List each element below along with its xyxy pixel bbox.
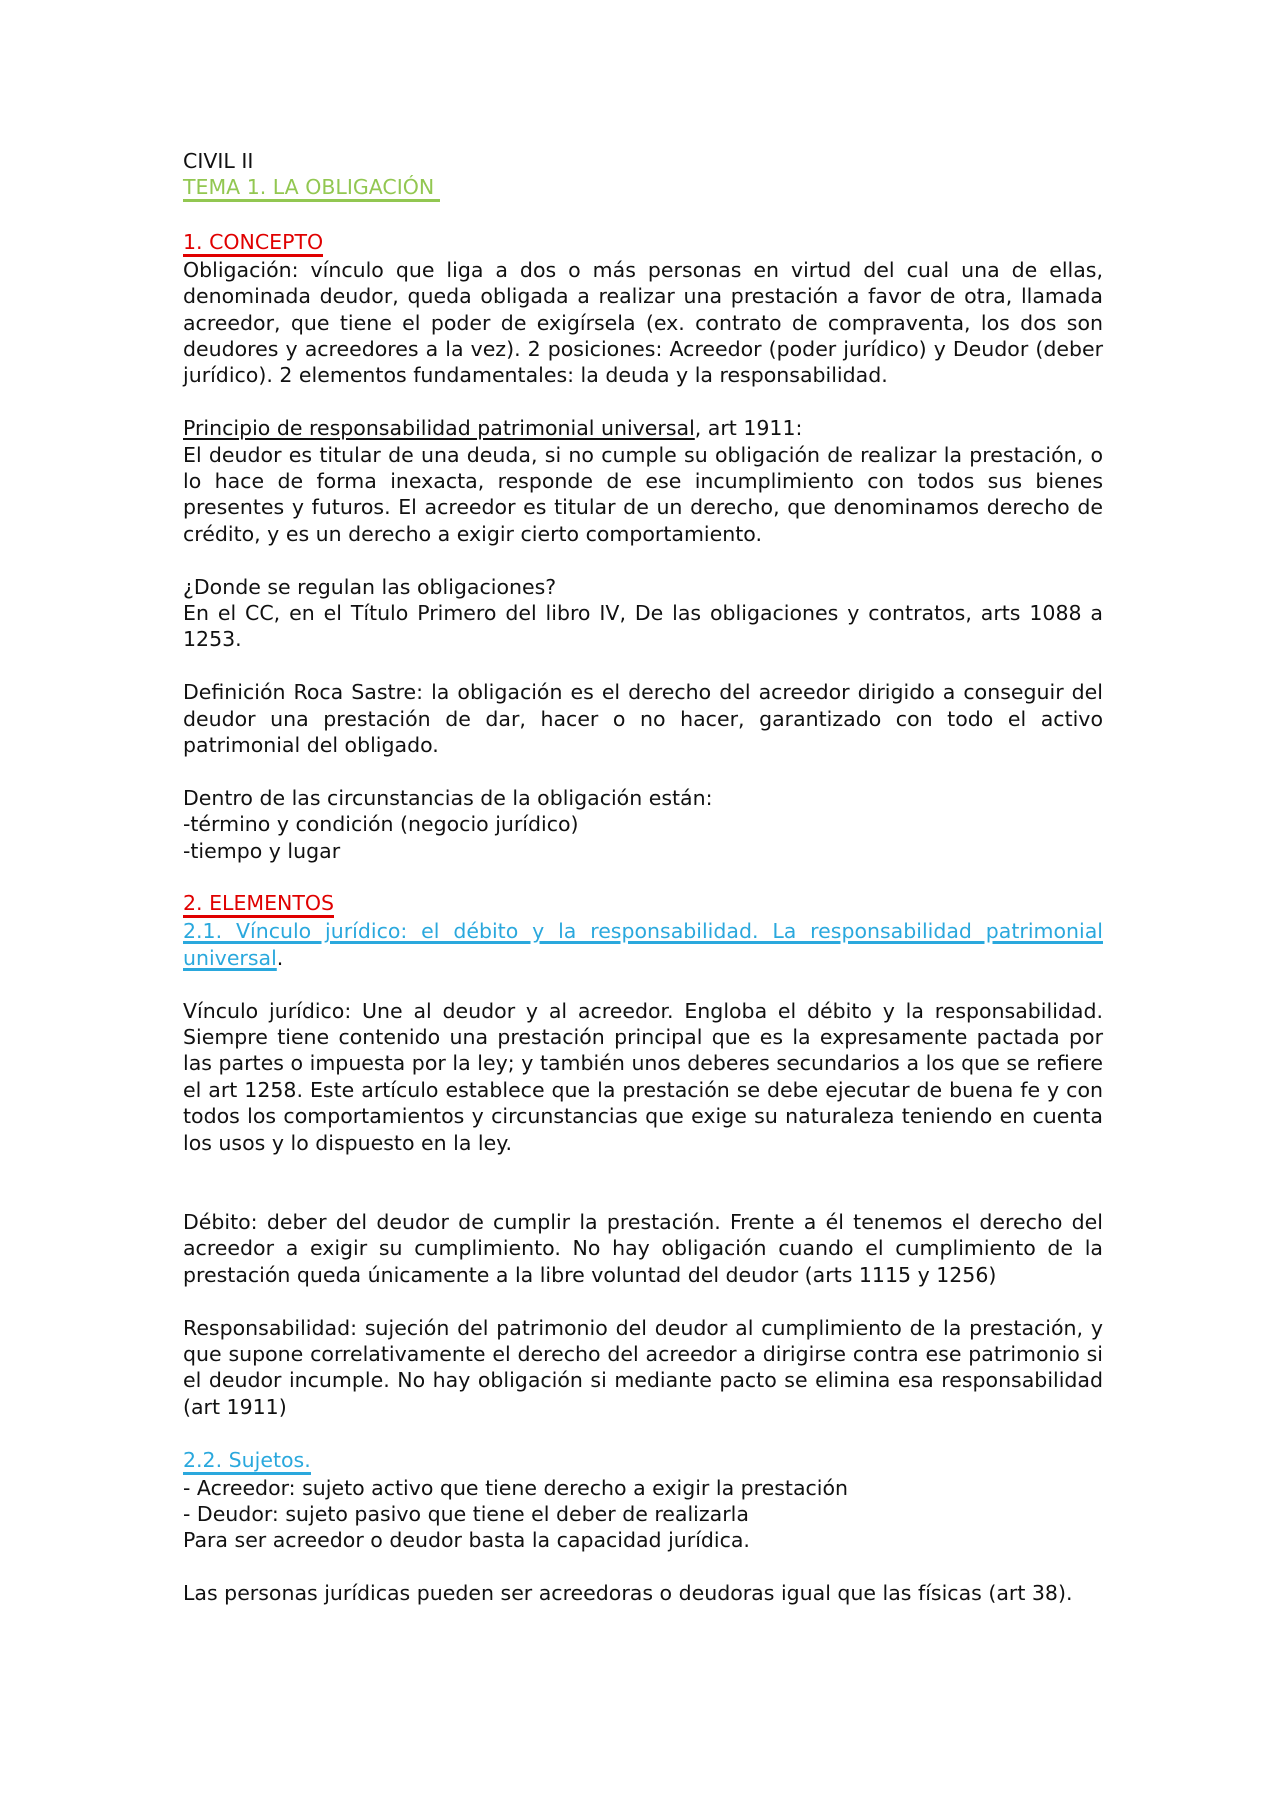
section-heading-concepto: 1. CONCEPTO bbox=[183, 230, 323, 257]
paragraph-debito: Débito: deber del deudor de cumplir la prestación. Frente a él tenemos el derecho del acreedor a exigir su cumplimiento. No hay obligación cuando el cumplimiento de la prestación queda únicamente a la libre voluntad del deudor (arts 1115 y 1256) bbox=[183, 1209, 1103, 1287]
circumstances-title: Dentro de las circunstancias de la obligación están: bbox=[183, 785, 713, 810]
principle-suffix: , art 1911: bbox=[694, 416, 803, 441]
subsection-title-sujetos: 2.2. Sujetos. bbox=[183, 1448, 311, 1475]
paragraph-vinculo: Vínculo jurídico: Une al deudor y al acreedor. Engloba el débito y la responsabilidad. Siempre tiene contenido una prestación principal que es la expresamente pactada por las partes o impuesta por la ley; y también unos deberes secundarios a los que se refiere el art 1258. Este artículo establece que la prestación se debe ejecutar de buena fe y con todos los comportamientos y circunstancias que exige su naturaleza teniendo en cuenta los usos y lo dispuesto en la ley. bbox=[183, 998, 1103, 1155]
principle-line bbox=[183, 415, 1103, 441]
paragraph-roca-sastre: Definición Roca Sastre: la obligación es el derecho del acreedor dirigido a conseguir del deudor una prestación de dar, hacer o no hacer, garantizado con todo el activo patrimonial del obligado. bbox=[183, 680, 1103, 758]
answer-line: En el CC, en el Título Primero del libro IV, De las obligaciones y contratos, arts 1088 a 1253. bbox=[183, 601, 1103, 652]
course-name: CIVIL II bbox=[183, 149, 254, 173]
paragraph-obligacion: Obligación: vínculo que liga a dos o más personas en virtud del cual una de ellas, denominada deudor, queda obligada a realizar una prestación a favor de otra, llamada acreedor, que tiene el poder de exigírsela (ex. contrato de compraventa, los dos son deudores y acreedores a la vez). 2 posiciones: Acreedor (poder jurídico) y Deudor (deber jurídico). 2 elementos fundamentales: la deuda y la responsabilidad. bbox=[183, 257, 1103, 388]
circumstance-item: -tiempo y lugar bbox=[183, 838, 341, 863]
section-heading-elementos: 2. ELEMENTOS bbox=[183, 891, 334, 918]
principle-title: Principio de responsabilidad patrimonial universal bbox=[183, 416, 695, 441]
paragraph-responsabilidad: Responsabilidad: sujeción del patrimonio del deudor al cumplimiento de la prestación, y que supone correlativamente el derecho del acreedor a dirigirse contra ese patrimonio si el deudor incumple. No hay obligación si mediante pacto se elimina esa responsabilidad (art 1911) bbox=[183, 1315, 1103, 1419]
subject-item: - Acreedor: sujeto activo que tiene derecho a exigir la prestación bbox=[183, 1475, 849, 1500]
subject-item: - Deudor: sujeto pasivo que tiene el deber de realizarla bbox=[183, 1501, 749, 1526]
document-page bbox=[183, 148, 1103, 1607]
subsection-title-vinculo-text: 2.1. Vínculo jurídico: el débito y la responsabilidad. La responsabilidad patrimonial universal bbox=[183, 919, 1103, 970]
paragraph-capacidad: Para ser acreedor o deudor basta la capacidad jurídica. bbox=[183, 1528, 750, 1553]
circumstance-item: -término y condición (negocio jurídico) bbox=[183, 812, 579, 837]
paragraph-deudor: El deudor es titular de una deuda, si no cumple su obligación de realizar la prestación, o lo hace de forma inexacta, responde de ese incumplimiento con todos sus bienes presentes y futuros. El acreedor es titular de un derecho, que denominamos derecho de crédito, y es un derecho a exigir cierto comportamiento. bbox=[183, 442, 1103, 546]
paragraph-personas-juridicas: Las personas jurídicas pueden ser acreedoras o deudoras igual que las físicas (art 38). bbox=[183, 1581, 1073, 1606]
subsection-title-vinculo bbox=[183, 918, 1103, 971]
question-line: ¿Donde se regulan las obligaciones? bbox=[183, 574, 557, 599]
topic-title: TEMA 1. LA OBLIGACIÓN bbox=[183, 175, 440, 202]
subsection-title-period: . bbox=[276, 945, 284, 970]
